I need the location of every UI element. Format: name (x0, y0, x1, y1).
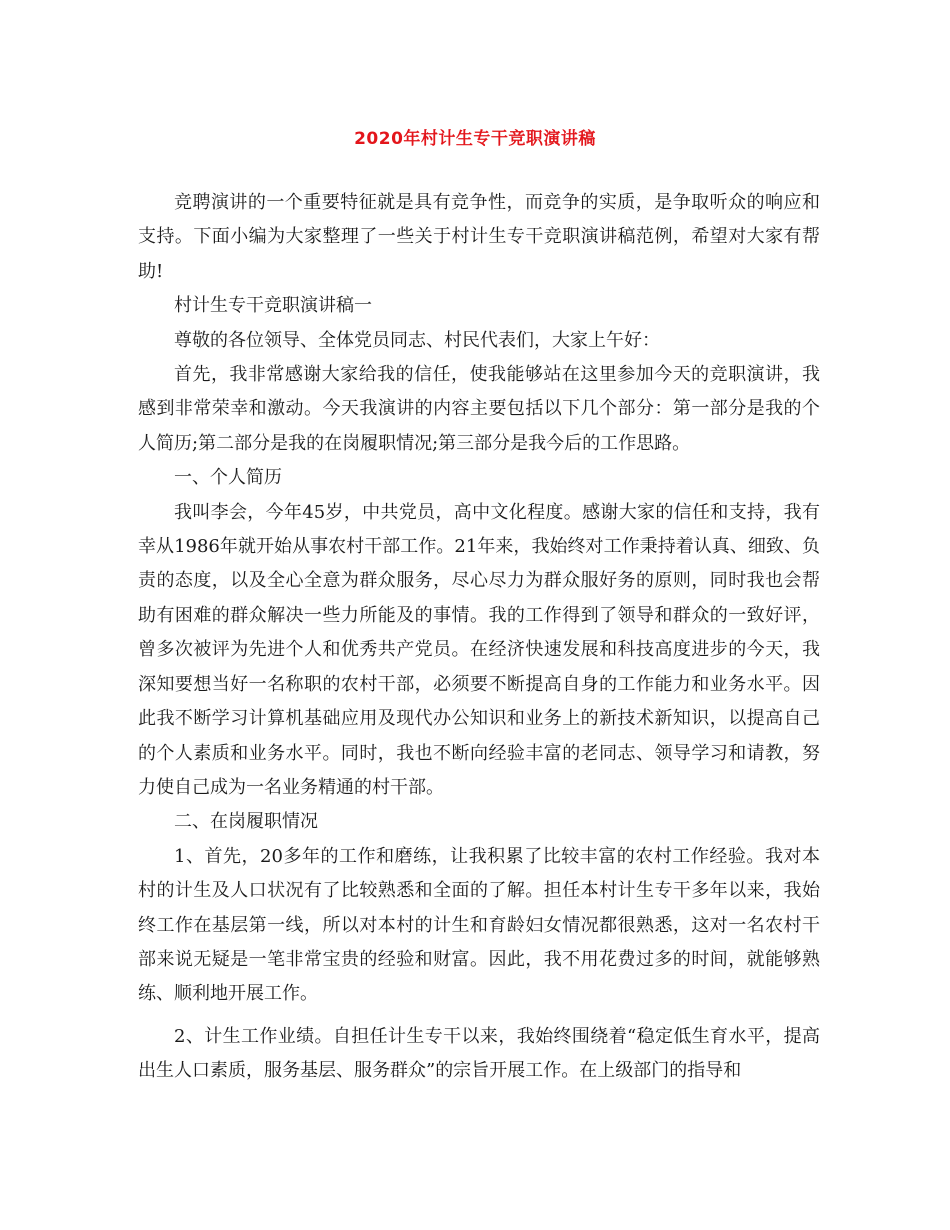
paragraph-subtitle: 村计生专干竞职演讲稿一 (174, 295, 372, 317)
paragraph-intro: 竞聘演讲的一个重要特征就是具有竞争性，而竞争的实质，是争取听众的响应和支持。下面小编为大家整理了一些关于村计生专干竞职演讲稿范例，希望对大家有帮助! (138, 192, 820, 282)
paragraph-greeting: 尊敬的各位领导、全体党员同志、村民代表们，大家上午好： (174, 329, 660, 351)
document-body (138, 186, 820, 1089)
section-heading-resume: 一、个人简历 (174, 467, 282, 489)
section-heading-duties: 二、在岗履职情况 (174, 811, 318, 833)
paragraph-experience: 1、首先，20多年的工作和磨练，让我积累了比较丰富的农村工作经验。我对本村的计生及人口状况有了比较熟悉和全面的了解。担任本村计生专干多年以来，我始终工作在基层第一线，所以对本村的计生和育龄妇女情况都很熟悉，这对一名农村干部来说无疑是一笔非常宝贵的经验和财富。因此，我不用花费过多的时间，就能够熟练、顺利地开展工作。 (138, 845, 820, 1005)
paragraph-opening: 首先，我非常感谢大家给我的信任，使我能够站在这里参加今天的竞职演讲，我感到非常荣幸和激动。今天我演讲的内容主要包括以下几个部分：第一部分是我的个人简历;第二部分是我的在岗履职情况;第三部分是我今后的工作思路。 (138, 364, 820, 454)
paragraph-achievements: 2、计生工作业绩。自担任计生专干以来，我始终围绕着“稳定低生育水平，提高出生人口素质，服务基层、服务群众”的宗旨开展工作。在上级部门的指导和 (138, 1025, 820, 1082)
document-title: 2020年村计生专干竞职演讲稿 (354, 129, 596, 149)
paragraph-resume: 我叫李会，今年45岁，中共党员，高中文化程度。感谢大家的信任和支持，我有幸从1986年就开始从事农村干部工作。21年来，我始终对工作秉持着认真、细致、负责的态度，以及全心全意为群众服务，尽心尽力为群众服好务的原则，同时我也会帮助有困难的群众解决一些力所能及的事情。我的工作得到了领导和群众的一致好评，曾多次被评为先进个人和优秀共产党员。在经济快速发展和科技高度进步的今天，我深知要想当好一名称职的农村干部，必须要不断提高自身的工作能力和业务水平。因此我不断学习计算机基础应用及现代办公知识和业务上的新技术新知识，以提高自己的个人素质和业务水平。同时，我也不断向经验丰富的老同志、领导学习和请教，努力使自己成为一名业务精通的村干部。 (138, 501, 820, 798)
